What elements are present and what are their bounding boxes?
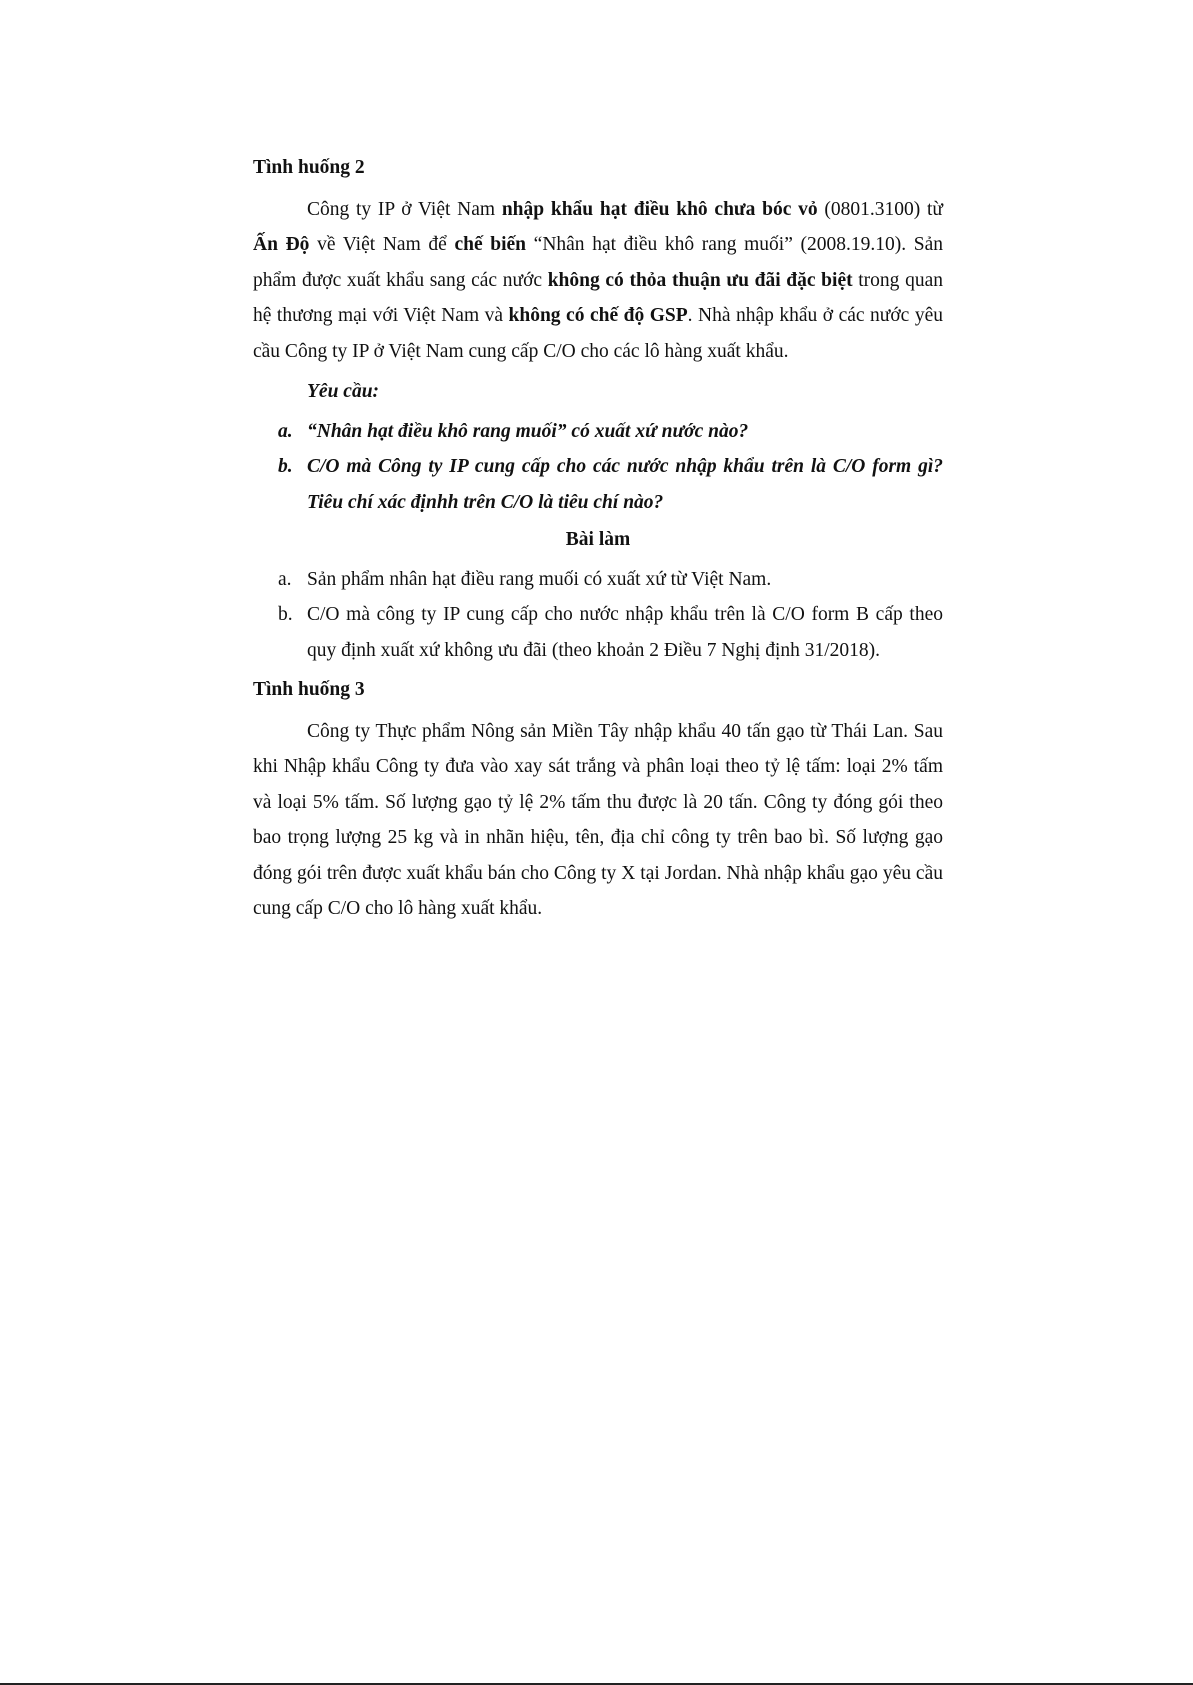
answer-list <box>253 562 943 669</box>
case-2-bold-4: không có thỏa thuận ưu đãi đặc biệt <box>547 269 853 291</box>
case-2-paragraph <box>253 192 943 370</box>
answer-item <box>253 562 943 598</box>
case-3-paragraph: Công ty Thực phẩm Nông sản Miền Tây nhập khẩu 40 tấn gạo từ Thái Lan. Sau khi Nhập khẩu Công ty đưa vào xay sát trắng và phân loại theo tỷ lệ tấm: loại 2% tấm và loại 5% tấm. Số lượng gạo tỷ lệ 2% tấm thu được là 20 tấn. Công ty đóng gói theo bao trọng lượng 25 kg và in nhãn hiệu, tên, địa chỉ công ty trên bao bì. Số lượng gạo đóng gói trên được xuất khẩu bán cho Công ty X tại Jordan. Nhà nhập khẩu gạo yêu cầu cung cấp C/O cho lô hàng xuất khẩu. <box>253 720 943 919</box>
case-2-text-1: Công ty IP ở Việt Nam <box>307 198 502 220</box>
case-2-bold-2: Ấn Độ <box>253 234 310 255</box>
document-body <box>253 150 943 927</box>
case-2-text-3: về Việt Nam để <box>309 234 455 255</box>
question-item <box>253 449 943 520</box>
question-marker: a. <box>278 420 293 442</box>
answer-title: Bài làm <box>565 529 631 550</box>
answer-item <box>253 597 943 668</box>
case-2-bold-1: nhập khẩu hạt điều khô chưa bóc vỏ <box>501 198 818 220</box>
answer-marker: a. <box>278 568 292 590</box>
question-text: “Nhân hạt điều khô rang muối” có xuất xứ nước nào? <box>307 420 749 442</box>
answer-text: Sản phẩm nhân hạt điều rang muối có xuất xứ từ Việt Nam. <box>307 568 772 590</box>
answer-marker: b. <box>278 604 293 625</box>
case-2-text-6: . Nhà nhập khẩu ở các nước yêu cầu Công ty IP ở Việt Nam cung cấp C/O cho các lô hàng xuất khẩu. <box>253 305 943 362</box>
case-2-heading: Tình huống 2 <box>253 157 365 178</box>
question-item <box>253 414 943 450</box>
question-text: C/O mà Công ty IP cung cấp cho các nước nhập khẩu trên là C/O form gì? Tiêu chí xác địnhh trên C/O là tiêu chí nào? <box>307 456 943 513</box>
question-marker: b. <box>278 456 293 477</box>
case-2-text-5: trong quan hệ thương mại với Việt Nam và <box>253 269 943 326</box>
answer-text: C/O mà công ty IP cung cấp cho nước nhập khẩu trên là C/O form B cấp theo quy định xuất xứ không ưu đãi (theo khoản 2 Điều 7 Nghị định 31/2018). <box>307 604 943 661</box>
case-2-text-2: (0801.3100) từ <box>817 198 943 220</box>
requirement-label: Yêu cầu: <box>307 381 380 402</box>
case-2-bold-5: không có chế độ GSP <box>508 305 688 326</box>
question-list <box>253 414 943 521</box>
case-2-bold-3: chế biến <box>454 234 527 255</box>
case-2-text-4: “Nhân hạt điều khô rang muối” (2008.19.10). Sản phẩm được xuất khẩu sang các nước <box>253 234 944 291</box>
case-3-heading: Tình huống 3 <box>253 679 365 700</box>
